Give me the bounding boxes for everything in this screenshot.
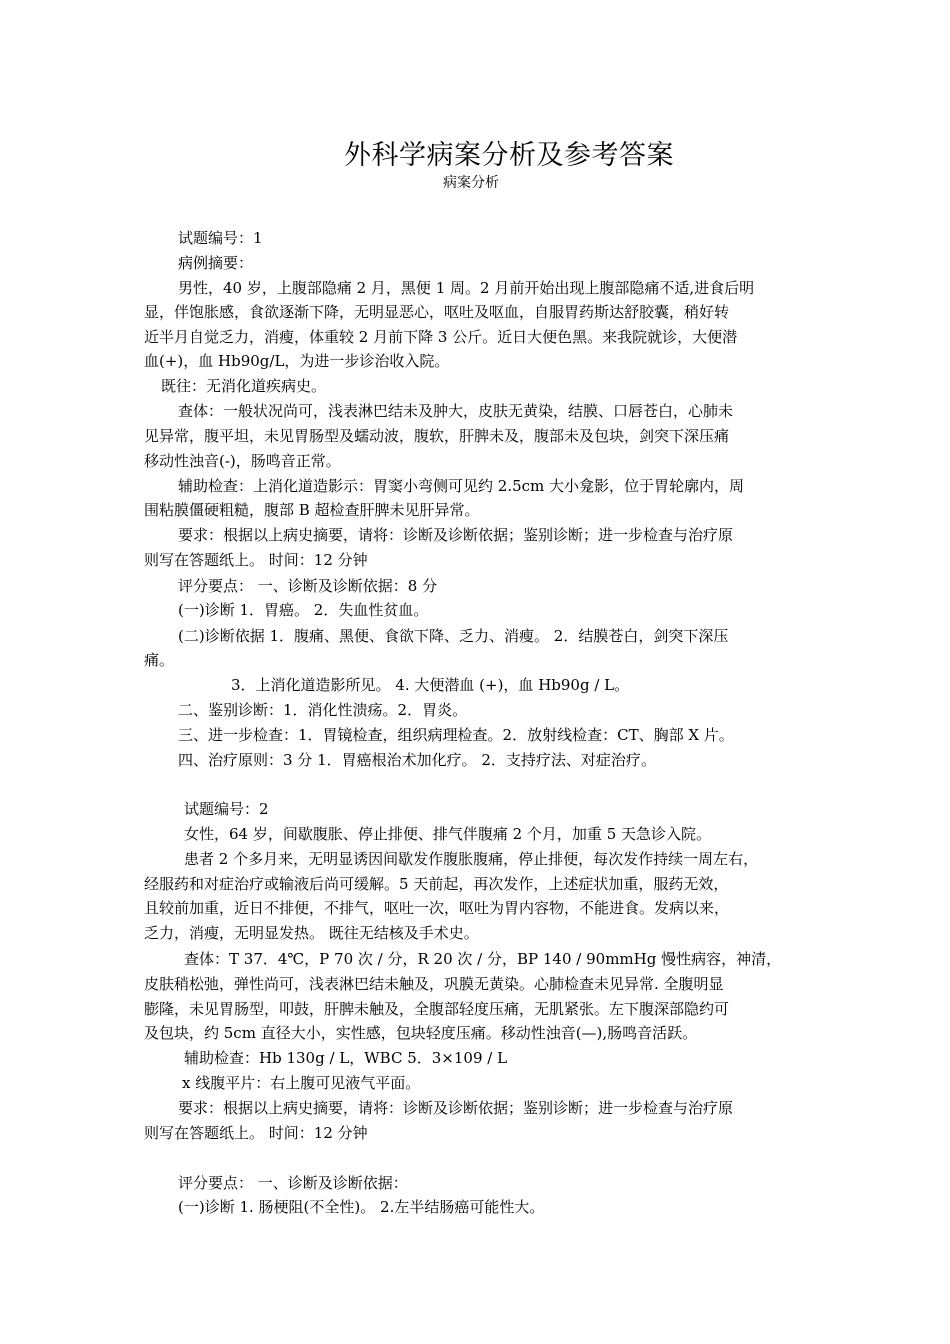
case2-exam-line: 皮肤稍松弛，弹性尚可，浅表淋巴结未触及，巩膜无黄染。心肺检查未见异常. 全腹明显 bbox=[144, 975, 724, 993]
case1-text-line: 近半月自觉乏力，消瘦，体重较 2 月前下降 3 公斤。近日大便色黑。来我院就诊，大便潜 bbox=[144, 328, 738, 346]
case2-text-line: 经服药和对症治疗或输液后尚可缓解。5 天前起，再次发作，上述症状加重，服药无效， bbox=[144, 875, 729, 893]
case1-exam-line: 见异常，腹平坦，未见胃肠型及蠕动波，腹软，肝脾未及，腹部未及包块，剑突下深压痛 bbox=[144, 427, 730, 445]
case1-basis-line: 3．上消化道造影所见。 4. 大便潜血 (+)，血 Hb90g / L。 bbox=[231, 676, 630, 694]
case2-text-line: 患者 2 个多月来，无明显诱因间歇发作腹胀腹痛，停止排便，每次发作持续一周左右， bbox=[184, 850, 759, 868]
case1-text-line: 男性，40 岁，上腹部隐痛 2 月，黑便 1 周。2 月前开始出现上腹部隐痛不适,进食后明 bbox=[178, 279, 755, 297]
case2-exam-line: 膨隆，未见胃肠型，叩鼓，肝脾未触及，全腹部轻度压痛，无肌紧张。左下腹深部隐约可 bbox=[144, 1000, 730, 1018]
case1-diagnosis: (一)诊断 1．胃癌。 2．失血性贫血。 bbox=[178, 601, 429, 619]
case2-exam-line: 查体：T 37．4℃，P 70 次 / 分，R 20 次 / 分，BP 140 / 90mmHg 慢性病容，神清， bbox=[184, 950, 782, 968]
case2-xray-line: x 线腹平片：右上腹可见液气平面。 bbox=[182, 1074, 421, 1092]
case2-question-number: 试题编号：2 bbox=[184, 800, 269, 818]
case2-requirement-line: 要求：根据以上病史摘要，请将：诊断及诊断依据；鉴别诊断；进一步检查与治疗原 bbox=[178, 1099, 734, 1117]
case2-aux-line: 辅助检查：Hb 130g / L，WBC 5．3×109 / L bbox=[184, 1049, 508, 1067]
case2-text-line: 且较前加重，近日不排便，不排气，呕吐一次，呕吐为胃内容物，不能进食。发病以来， bbox=[144, 899, 730, 917]
case1-text-line: 显，伴饱胀感，食欲逐渐下降，无明显恶心，呕吐及呕血，自服胃药斯达舒胶囊，稍好转 bbox=[144, 303, 730, 321]
case2-exam-line: 及包块，约 5cm 直径大小，实性感，包块轻度压痛。移动性浊音(—),肠鸣音活跃。 bbox=[144, 1024, 698, 1042]
case1-differential: 二、鉴别诊断：1．消化性溃疡。2．胃炎。 bbox=[178, 701, 468, 719]
case1-history: 既往：无消化道疾病史。 bbox=[161, 377, 327, 395]
case1-summary-heading: 病例摘要： bbox=[178, 254, 254, 272]
case2-requirement-line: 则写在答题纸上。 时间：12 分钟 bbox=[144, 1124, 368, 1142]
case1-requirement-line: 要求：根据以上病史摘要，请将：诊断及诊断依据；鉴别诊断；进一步检查与治疗原 bbox=[178, 526, 734, 544]
document-subtitle: 病案分析 bbox=[443, 175, 499, 191]
case1-aux-line: 辅助检查：上消化道造影示：胃窦小弯侧可见约 2.5cm 大小龛影，位于胃轮廓内，周 bbox=[178, 477, 745, 495]
case1-basis-line: 痛。 bbox=[144, 651, 175, 669]
case1-treatment: 四、治疗原则：3 分 1．胃癌根治术加化疗。 2．支持疗法、对症治疗。 bbox=[178, 751, 656, 769]
case2-scoring-heading: 评分要点： 一、诊断及诊断依据： bbox=[178, 1174, 408, 1192]
case1-question-number: 试题编号：1 bbox=[178, 229, 263, 247]
case1-text-line: 血(+)，血 Hb90g/L，为进一步诊治收入院。 bbox=[144, 352, 450, 370]
case2-text-line: 女性，64 岁，间歇腹胀、停止排便、排气伴腹痛 2 个月，加重 5 天急诊入院。 bbox=[184, 825, 712, 843]
case2-text-line: 乏力，消瘦，无明显发热。 既往无结核及手术史。 bbox=[144, 924, 479, 942]
case1-aux-line: 围粘膜僵硬粗糙，腹部 B 超检查肝脾未见肝异常。 bbox=[144, 501, 480, 519]
document-title: 外科学病案分析及参考答案 bbox=[344, 140, 674, 171]
case1-further-exam: 三、进一步检查：1．胃镜检查，组织病理检查。2．放射线检查：CT、胸部 X 片。 bbox=[178, 726, 734, 744]
case1-scoring-heading: 评分要点： 一、诊断及诊断依据：8 分 bbox=[178, 577, 438, 595]
case1-exam-line: 查体：一般状况尚可，浅表淋巴结未及肿大，皮肤无黄染，结膜、口唇苍白，心肺未 bbox=[178, 402, 734, 420]
case1-requirement-line: 则写在答题纸上。 时间：12 分钟 bbox=[144, 551, 368, 569]
case1-exam-line: 移动性浊音(-)，肠鸣音正常。 bbox=[144, 452, 341, 470]
case2-diagnosis: (一)诊断 1. 肠梗阻(不全性)。 2.左半结肠癌可能性大。 bbox=[178, 1198, 545, 1216]
case1-basis-line: (二)诊断依据 1．腹痛、黑便、食欲下降、乏力、消瘦。 2．结膜苍白，剑突下深压 bbox=[178, 627, 729, 645]
